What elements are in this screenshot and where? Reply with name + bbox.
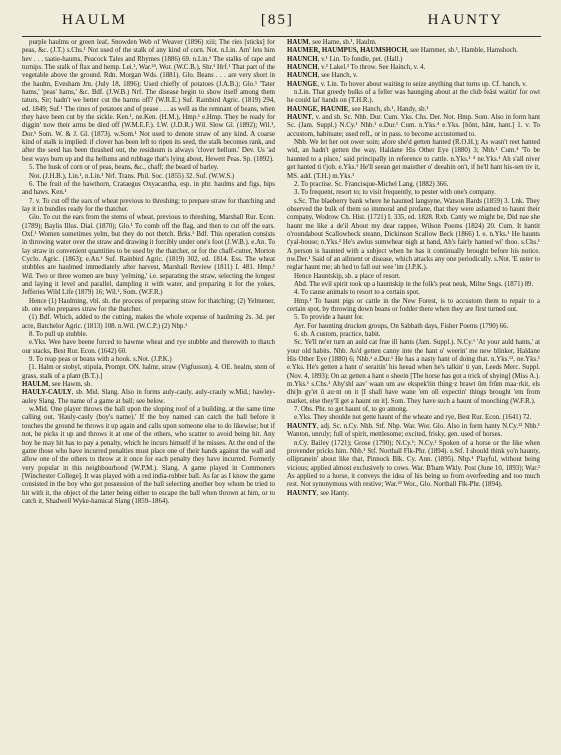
entry-paragraph: HAULY-CAULY, sb. Mid. Slang. Also in forms auly-cauly, auly-crauly w.Mid.; hawley-auley Slang. The name of a game at ball; see below.	[22, 389, 275, 405]
entry-paragraph: HAUMER, HAUMPUS, HAUMSHOCH, see Hammer, sb.¹, Hamble, Hamshoch.	[287, 47, 518, 55]
entry-paragraph: 5. To provide a haunt for.	[294, 314, 364, 322]
entry-paragraph: 2. To practise. Sc. Francisque-Michel Lang. (1882) 366.	[294, 180, 449, 188]
entry-paragraph: 9. To reap peas or beans with a hook. s.Not. (J.P.K.)	[29, 356, 172, 364]
header-right-guideword: HAUNTY	[427, 12, 503, 28]
entry-paragraph: w.Mid. One player throws the ball upon the sloping roof of a building, at the same time calling out, 'Hauly-cauly (boy's name).' If the boy named can catch the ball before it touches the ground he throws it up again and calls upon someone else to do likewise; but if not, he picks it up and throws it at one of the others, who scatter to avoid being hit. Any boy he may hit has to pay a penalty, which he incurs himself if he misses. At the end of the game those who have incurred penalties must place one of their hands against the wall and allow one of the others to throw at it once for each penalty they have incurred. Formerly very popular in this neighbourhood (W.P.M.). Slang. A game played in Commoners [Winchester College]. It was played with a red india-rubber ball. As far as I know the game consisted in the boy who got possession of the ball selecting another boy whom he tried to hit with it, the object of the latter being either to escape the ball when thrown at him, or to catch it, Shadwell Wyke-hamical Slang (1859–1864).	[22, 406, 275, 505]
entry-paragraph: HAUNCH, v.² Lakel.² To throw. See Hainch, v. 4.	[287, 64, 426, 72]
entry-paragraph: 7. Obs. Phr. to get haunt of, to go among.	[294, 406, 408, 414]
entry-paragraph: 3. To frequent, resort to; to visit frequently, to pester with one's company.	[294, 189, 496, 197]
two-column-body	[22, 39, 541, 751]
entry-paragraph: Hence (1) Haulming, vbl. sb. the process of preparing straw for thatching; (2) Yelmener, sb. one who prepares straw for the thatcher.	[22, 297, 275, 313]
running-header	[22, 12, 541, 36]
entry-paragraph: (1) Bdf. Which, added to the cutting, makes the whole expense of haulming 2s. 3d. per acre, Batchelor Agric. (1813) 108. n.Wil. (W.C.P.) (2) Nhp.¹	[22, 314, 275, 330]
entry-paragraph: 5. The husk of corn or of peas, beans, &c., chaff; the beard of barley.	[29, 164, 219, 172]
entry-paragraph: Glo. To cut the ears from the stems of wheat, previous to threshing, Marshall Rur. Econ. (1789); Baylis Illus. Dial. (1870); Glo.¹ To comb off the flag, and then to cut off the ears. Oxf.¹ Women sometimes yelm, but they do not thetch. Brks.¹ Bdf. This operation consists in throwing water over the straw and drawing it forcibly under one's foot (J.W.B.). e.An. To lay straw in convenient quantities to be used by the thatcher, or for the chaff-cutter, Morton Cyclo. Agric. (1863); e.An.¹ Suf. Rainbird Agric. (1819) 302, ed. 1814. Ess. The wheat stubbles are haulmed immediately after harvest, Marshall Review (1811) I. 481. Hmp.¹ Wil. Two or three women are busy 'yelming,' i.e. separating the straw, selecting the longest and laying it level and parallel, dampling it with water, and preparing it for the yokes, Jefferies Wild Life (1879) 16; Wil.¹, Som. (W.F.R.)	[22, 214, 275, 297]
entry-paragraph: Hence Hauntskip, sb. a place of resort.	[294, 272, 401, 280]
entry-paragraph: e.Yks. They shoulde not gette haunt of the wheate and rye, Best Rur. Econ. (1641) 72.	[294, 414, 532, 422]
page-number: [85]	[260, 12, 294, 28]
entry-paragraph: Ayr. For haunting drucken groups, On Sabbath days, Fisher Poems (1790) 66.	[294, 322, 509, 330]
entry-paragraph: HAUM, see Hame, sb.¹, Haulm.	[287, 39, 377, 46]
right-column	[287, 39, 540, 751]
entry-paragraph: n.Cy. Bailey (1721); Grose (1790); N.Cy.¹; N.Cy.² Spoken of a horse or the like when provender pricks him. Nhb.¹ Stf. Northall Flk-Phr. (1894). s.Stf. I should think yo'n haunty, ollipranein' about like that, Pinnock Blk. Cy. Ann. (1895). Nhp.¹ Playful, without being vicious; applied almost exclusively to cows. War. B'ham Wkly. Post (June 10, 1893); War.² As applied to a horse, it conveys the idea of his being so from overfeeding and too much rest. Not synonymous with restive; War.³³ Wor., Glo. Northall Flk-Phr. (1894).	[287, 439, 540, 489]
entry-paragraph: HAUNTY, adj. Sc. n.Cy. Nhb. Stf. Nhp. War. Wor. Glo. Also in form hanty N.Cy.¹² Nhb.¹ Wanton, unruly; full of spirit, mettlesome; excited, frisky, gen. used of horses.	[287, 422, 540, 439]
entry-paragraph: n.Lin. That greedy bulks of a feller was haunging about at the club feäst waitin' for owt he could lai' hands on (T.H.R.).	[287, 89, 540, 105]
left-column	[22, 39, 275, 751]
entry-paragraph: 6. The fruit of the hawthorn, Crataegus Oxyacantha, esp. in phr. haulms and figs, hips and haws. Ken.¹	[22, 180, 275, 197]
entry-paragraph: HAUNGE, HAUNIE, see Hanch, sb.¹, Handy, sb.¹	[287, 105, 429, 113]
entry-paragraph: 8. To pull up stubble.	[29, 331, 88, 339]
entry-paragraph: Abd. The evil spirit took up a hauntskip in the folk's peat neuk, Milne Sngs. (1871) 89.	[294, 280, 534, 288]
entry-paragraph: s.Sc. The blaeberry bank where he haunted langsyne, Watson Bards (1859) 3. Lnk. They observed the bulk of them so immoral and profane, that they were ashamed to haunt their company, Wodrow Ch. Hist. (1721) I. 335, ed. 1828. Rxb. Canty we might be, Did nae she haunt me like a de'il About my dear rappee, Wilson Poems (1824) 20. Cum. It hantit o'roundabout Scallowbeck steann, Dickinson Scallow Beck (1866) I. e. n.Yks.¹ He haunts t'yal-house; n.Yks.² He's awlus sumwhear nigh at hand, Ah's fairly hanted wi' thoo. s.Chs.¹ A person is haunted with a subject when he has it continually brought before his notice. nw.Der.¹ Said of an ailment or disease, which attacks any one periodically. s.Not. 'E uster to reglar haunt me; ah hed to fall out wee 'im (J.P.K.).	[287, 197, 540, 272]
entry-paragraph: HAUNT, v. and sb. Sc. Nhb. Dur. Cum. Yks. Chs. Der. Not. Hmp. Som. Also in form hant Sc. (Jam. Suppl.) N.Cy.¹ Nhb.¹ e.Dur.¹ Cum. n.Yks.⁴ e.Yks. [hōnt, hānt, hant.] 1. v. To accustom, habituate; used refl., or in pass. to become accustomed to.	[287, 114, 540, 138]
entry-paragraph: 4. To cause animals to resort to a certain spot.	[294, 289, 420, 297]
entry-paragraph: Nhb. We let her oot ower soin; afore she'd getten hanted (R.O.H.); As wasn't reet hanted wid, an hadn't getten the way, Haldane His Other Eye (1880) 3; Nhb.¹ Cum.⁴ 'To be haunted to a place,' said principally in reference to cattle. n.Yks.¹ ⁴ ne.Yks.¹ Ah s'all niver get hanted ti t'job. e.Yks.¹ He'll seean get maisther o' deeahin on't, if he'll hant his-sen tiv it, MS. add. (T.H.) m.Yks.¹	[287, 139, 540, 180]
entry-paragraph: Not. (J.H.B.), Lin.¹, n.Lin.¹ Nrf. Trans. Phil. Soc. (1855) 32. Suf. (W.W.S.)	[29, 172, 235, 180]
entry-paragraph: HAUNGE, v. Lin. To hover about waiting to seize anything that turns up. Cf. hanch, v.	[287, 80, 528, 88]
entry-paragraph: HAUNCH, v.¹ Lin. To fondle, pet. (Hall.)	[287, 55, 403, 63]
entry-paragraph: 6. sb. A custom, practice, habit.	[294, 331, 381, 339]
entry-paragraph: e.Yks. Wee have beene forced to hawme wheat and rye stubble and therewith to thatch our stacks, Best Rur. Econ. (1642) 60.	[22, 339, 275, 355]
entry-paragraph: 7. v. To cut off the ears of wheat previous to threshing; to prepare straw for thatching and lay it in bundles ready for the thatcher.	[22, 197, 275, 213]
header-rule	[22, 36, 541, 37]
entry-paragraph: Hmp.¹ To haunt pigs or cattle in the New Forest, is to accustom them to repair to a certain spot, by throwing down beans or fodder there when they are first turned out.	[287, 297, 540, 313]
entry-paragraph: purple haulms or green leaf, Snowden Web of Weaver (1896) xiii; The ries [sticks] for peas, &c. (J.T.) s.Chs.¹ Not used of the stalk of any kind of corn. Not. n.Lin. Am' lets him hev . . . taatie-haums, Peacock Tales and Rhymes (1886) 69. n.Lin.¹ The stalks of rape and turnips. The stalk of flax and hemp. Lei.¹, War.²³, Wor. (W.C.B.), Shr.¹ Hrf.¹ That part of the vegetable above the ground. Rdn. Morgan Wds. (1881). Glo. Beans . . . are very short in the haulm, Evesham Jrn. (July 18, 1896); Used chiefly of potatoes (J.A.B.); Glo.¹ 'Tater hams,' 'peas' hams,' &c. Bdf. (J.W.B.) Nrf. The disease begin to show itself among them taturs, Sir; hadn't we better cut the harms off? (W.R.E.) Suf. Rainbird Agric. (1819) 294, ed. 1849; Suf.¹ The rines of potatoes and of pease . . . as well as the remnant of beans, when they have been cut by the sickle. Ken.¹, ne.Ken. (H.M.), Hmp.¹ e.Hmp. They be ready for diggin' now their arms be died off (W.M.E.F.). I.W. (J.D.R.) Wil. Slow Gl. (1892); Wil.¹, Dor.¹ Som. W. & J. Gl. (1873). w.Som.¹ Not used to denote straw of any kind. A coarse kind of stalk is implied: if clover has been left to ripen its seed, the stalk becomes rank, and after the seed has been thrashed out, the residuum is always 'clover hellum.' Dev. Us 'ad best ways burn up and tha hellums and rubbage that's lying about, Hewett Peas. Sp. (1892).	[22, 39, 275, 163]
entry-paragraph: HAULM, see Hawm, sb.	[22, 381, 93, 389]
entry-paragraph: [1. Halm or stobyl, stipula, Prompt. ON. halmr, straw (Vigfusson). 4. OE. healm, stem of grass, stalk of a plant (B.T.).]	[22, 364, 275, 380]
header-left-guideword: HAULM	[62, 12, 127, 28]
entry-paragraph: HAUNTY, see Hanty.	[287, 489, 349, 497]
entry-paragraph: HAUNCH, see Hanch, v.	[287, 72, 358, 80]
entry-paragraph: Sc. Ye'll ne'er turn an auld cat frae ill hants (Jam. Suppl.). N.Cy.¹ 'At your auld hants,' at your old habits. Nhb. As'd getten canny inte the hant o' weerin' me new blinker, Haldane His Other Eye (1880) 6; Nhb.¹ e.Dur.¹ He has a nasty hant of doing that. n.Yks.¹², ne.Yks.¹ e.Yks. He's getten a hant o' seraitin' his heead when he's talkin' ti yan, Leeds Merc. Suppl. (Nov. 4, 1893); On az getten a hant o sheein [The horse has got a trick of shying] (Miss A.). m.Yks.¹ s.Chs.¹ Ahy'shl aav' waan um aw ekspek'tin thing·z brawt ûm frûm maa·rkit, els dhi]n gy'et û au·nt on it [I shall have wane 'em oll expectin' things brought 'em from market, else they'll get a haunt on it]. Som. They have such a haunt of mooching (W.F.R.).	[287, 339, 540, 405]
